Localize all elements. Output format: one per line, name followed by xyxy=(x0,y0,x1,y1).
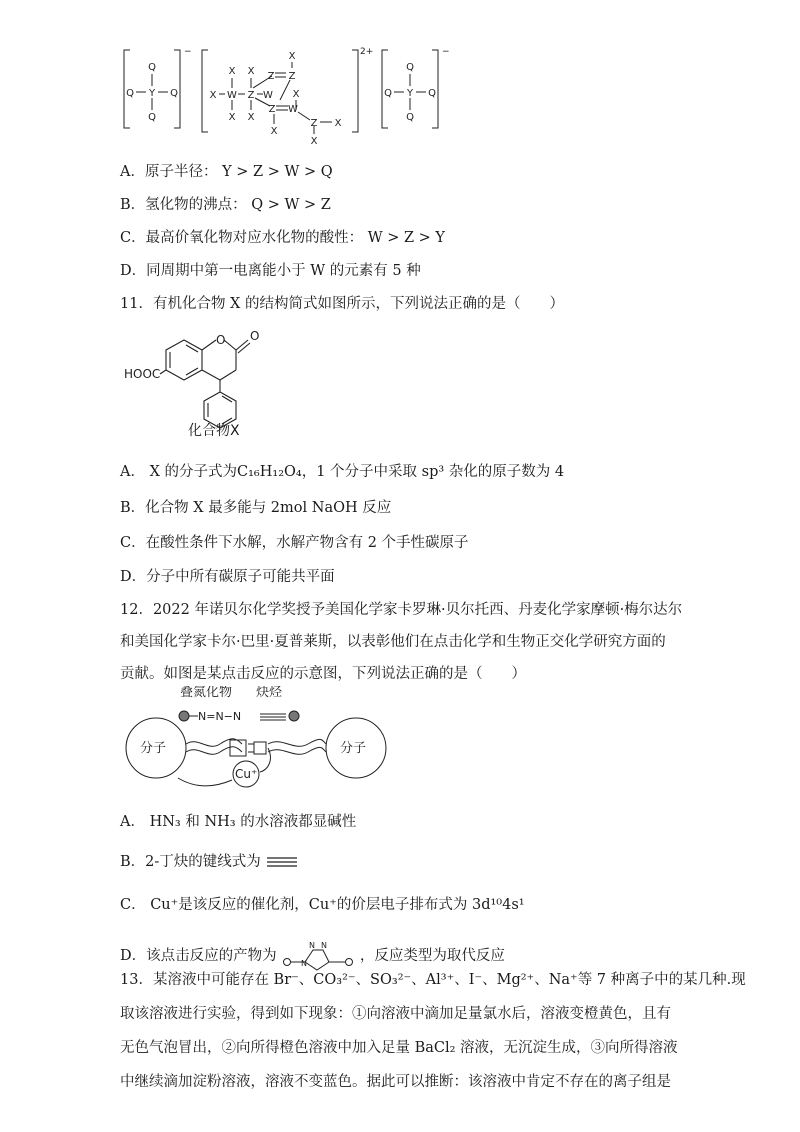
q11-option-c: C．在酸性条件下水解，水解产物含有 2 个手性碳原子 xyxy=(120,535,469,551)
charge-left: − xyxy=(184,47,192,57)
q12-stem-line1: 12．2022 年诺贝尔化学奖授予美国化学家卡罗琳·贝尔托西、丹麦化学家摩顿·梅尔达尔 xyxy=(120,602,683,618)
atom-q: Q xyxy=(384,88,392,99)
q10-option-a xyxy=(120,160,333,181)
atom-z: Z xyxy=(268,104,276,115)
atom-q: Q xyxy=(170,88,178,99)
atom-q: Q xyxy=(126,88,134,99)
atom-x: X xyxy=(334,118,342,129)
option-label: C． xyxy=(120,230,146,246)
atom-o-ring: O xyxy=(216,333,226,347)
atom-x: X xyxy=(292,89,300,100)
atom-x: X xyxy=(209,90,217,101)
catalyst-label: Cu⁺ xyxy=(235,767,258,781)
option-text: ，反应类型为取代反应 xyxy=(359,948,505,964)
option-label: B． xyxy=(120,197,146,213)
atom-y: Y xyxy=(406,88,414,99)
atom-z: Z xyxy=(267,71,275,82)
q11-option-b: B．化合物 X 最多能与 2mol NaOH 反应 xyxy=(120,500,392,516)
atom-y: Y xyxy=(148,88,156,99)
option-text: 最高价氧化物对应水化物的酸性： W > Z > Y xyxy=(145,230,446,246)
q11-option-a xyxy=(120,460,564,481)
q12-option-c: C． Cu⁺是该反应的催化剂，Cu⁺的价层电子排布式为 3d¹⁰4s¹ xyxy=(120,897,525,913)
atom-q: Q xyxy=(148,112,156,123)
q10-option-d xyxy=(120,259,421,280)
molecule-right-label: 分子 xyxy=(340,741,367,756)
atom-x: X xyxy=(228,66,236,77)
atom-x: X xyxy=(288,51,296,62)
atom-q: Q xyxy=(406,62,414,73)
atom-q: Q xyxy=(428,88,436,99)
alkyne-label: 炔烃 xyxy=(256,686,283,700)
q13-line2: 取该溶液进行实验，得到如下现象：①向溶液中滴加足量氯水后，溶液变橙黄色，且有 xyxy=(120,1006,671,1022)
atom-o-carbonyl: O xyxy=(250,329,260,343)
charge-cation: 2+ xyxy=(360,47,374,57)
q12-option-b xyxy=(120,850,299,871)
option-text: 原子半径： Y > Z > W > Q xyxy=(144,164,333,180)
atom-w: W xyxy=(227,90,237,101)
q13-line1: 13．某溶液中可能存在 Br⁻、CO₃²⁻、SO₃²⁻、Al³⁺、I⁻、Mg²⁺、Na⁺等 7 种离子中的某几种.现 xyxy=(120,972,746,988)
atom-x: X xyxy=(247,112,255,123)
product-n2: N xyxy=(321,941,328,950)
q11-option-d: D．分子中所有碳原子可能共平面 xyxy=(120,569,335,585)
charge-right: − xyxy=(442,47,450,57)
option-text: ，1 个分子中采取 sp³ 杂化的原子数为 4 xyxy=(301,464,565,480)
click-reaction-diagram xyxy=(118,686,458,798)
atom-q: Q xyxy=(406,112,414,123)
option-text: B．2-丁炔的键线式为 xyxy=(120,854,261,870)
formula: C₁₆H₁₂O₄ xyxy=(237,464,302,480)
butyne-skeletal-icon xyxy=(265,855,299,869)
q13-line3: 无色气泡冒出，②向所得橙色溶液中加入足量 BaCl₂ 溶液，无沉淀生成，③向所得溶液 xyxy=(120,1040,678,1056)
q10-option-c xyxy=(120,226,445,247)
cooh-label: HOOC xyxy=(124,367,161,381)
atom-z: Z xyxy=(310,118,318,129)
q12-stem-line2: 和美国化学家卡尔·巴里·夏普莱斯，以表彰他们在点击化学和生物正交化学研究方面的 xyxy=(120,634,666,650)
atom-x: X xyxy=(228,112,236,123)
molecule-left-label: 分子 xyxy=(140,741,167,756)
option-text: A． X 的分子式为 xyxy=(120,464,238,480)
atom-q: Q xyxy=(148,62,156,73)
ion-structure-figure xyxy=(120,40,460,155)
product-n1: N xyxy=(309,941,316,950)
q11-stem: 11．有机化合物 X 的结构简式如图所示，下列说法正确的是（ ） xyxy=(120,296,564,312)
compound-x-caption: 化合物X xyxy=(188,423,240,439)
option-text: 氢化物的沸点： Q > W > Z xyxy=(145,197,331,213)
atom-w: W xyxy=(288,104,298,115)
atom-x: X xyxy=(310,136,318,147)
atom-w: W xyxy=(263,90,273,101)
option-label: A． xyxy=(120,164,145,180)
option-text: 同周期中第一电离能小于 W 的元素有 5 种 xyxy=(146,263,421,279)
azide-label: 叠氮化物 xyxy=(180,686,233,700)
azide-formula: N=N−N xyxy=(198,710,242,723)
q10-option-b xyxy=(120,193,331,214)
q12-option-a: A． HN₃ 和 NH₃ 的水溶液都显碱性 xyxy=(120,814,357,830)
atom-x: X xyxy=(270,126,278,137)
atom-z: Z xyxy=(288,71,296,82)
atom-x: X xyxy=(247,66,255,77)
q12-stem-line3: 贡献。如图是某点击反应的示意图，下列说法正确的是（ ） xyxy=(120,666,526,682)
atom-z: Z xyxy=(247,90,255,101)
option-text: D．该点击反应的产物为 xyxy=(120,948,277,964)
option-label: D． xyxy=(120,263,147,279)
q13-line4: 中继续滴加淀粉溶液，溶液不变蓝色。据此可以推断：该溶液中肯定不存在的离子组是 xyxy=(120,1074,671,1090)
product-n3: N xyxy=(301,959,308,968)
